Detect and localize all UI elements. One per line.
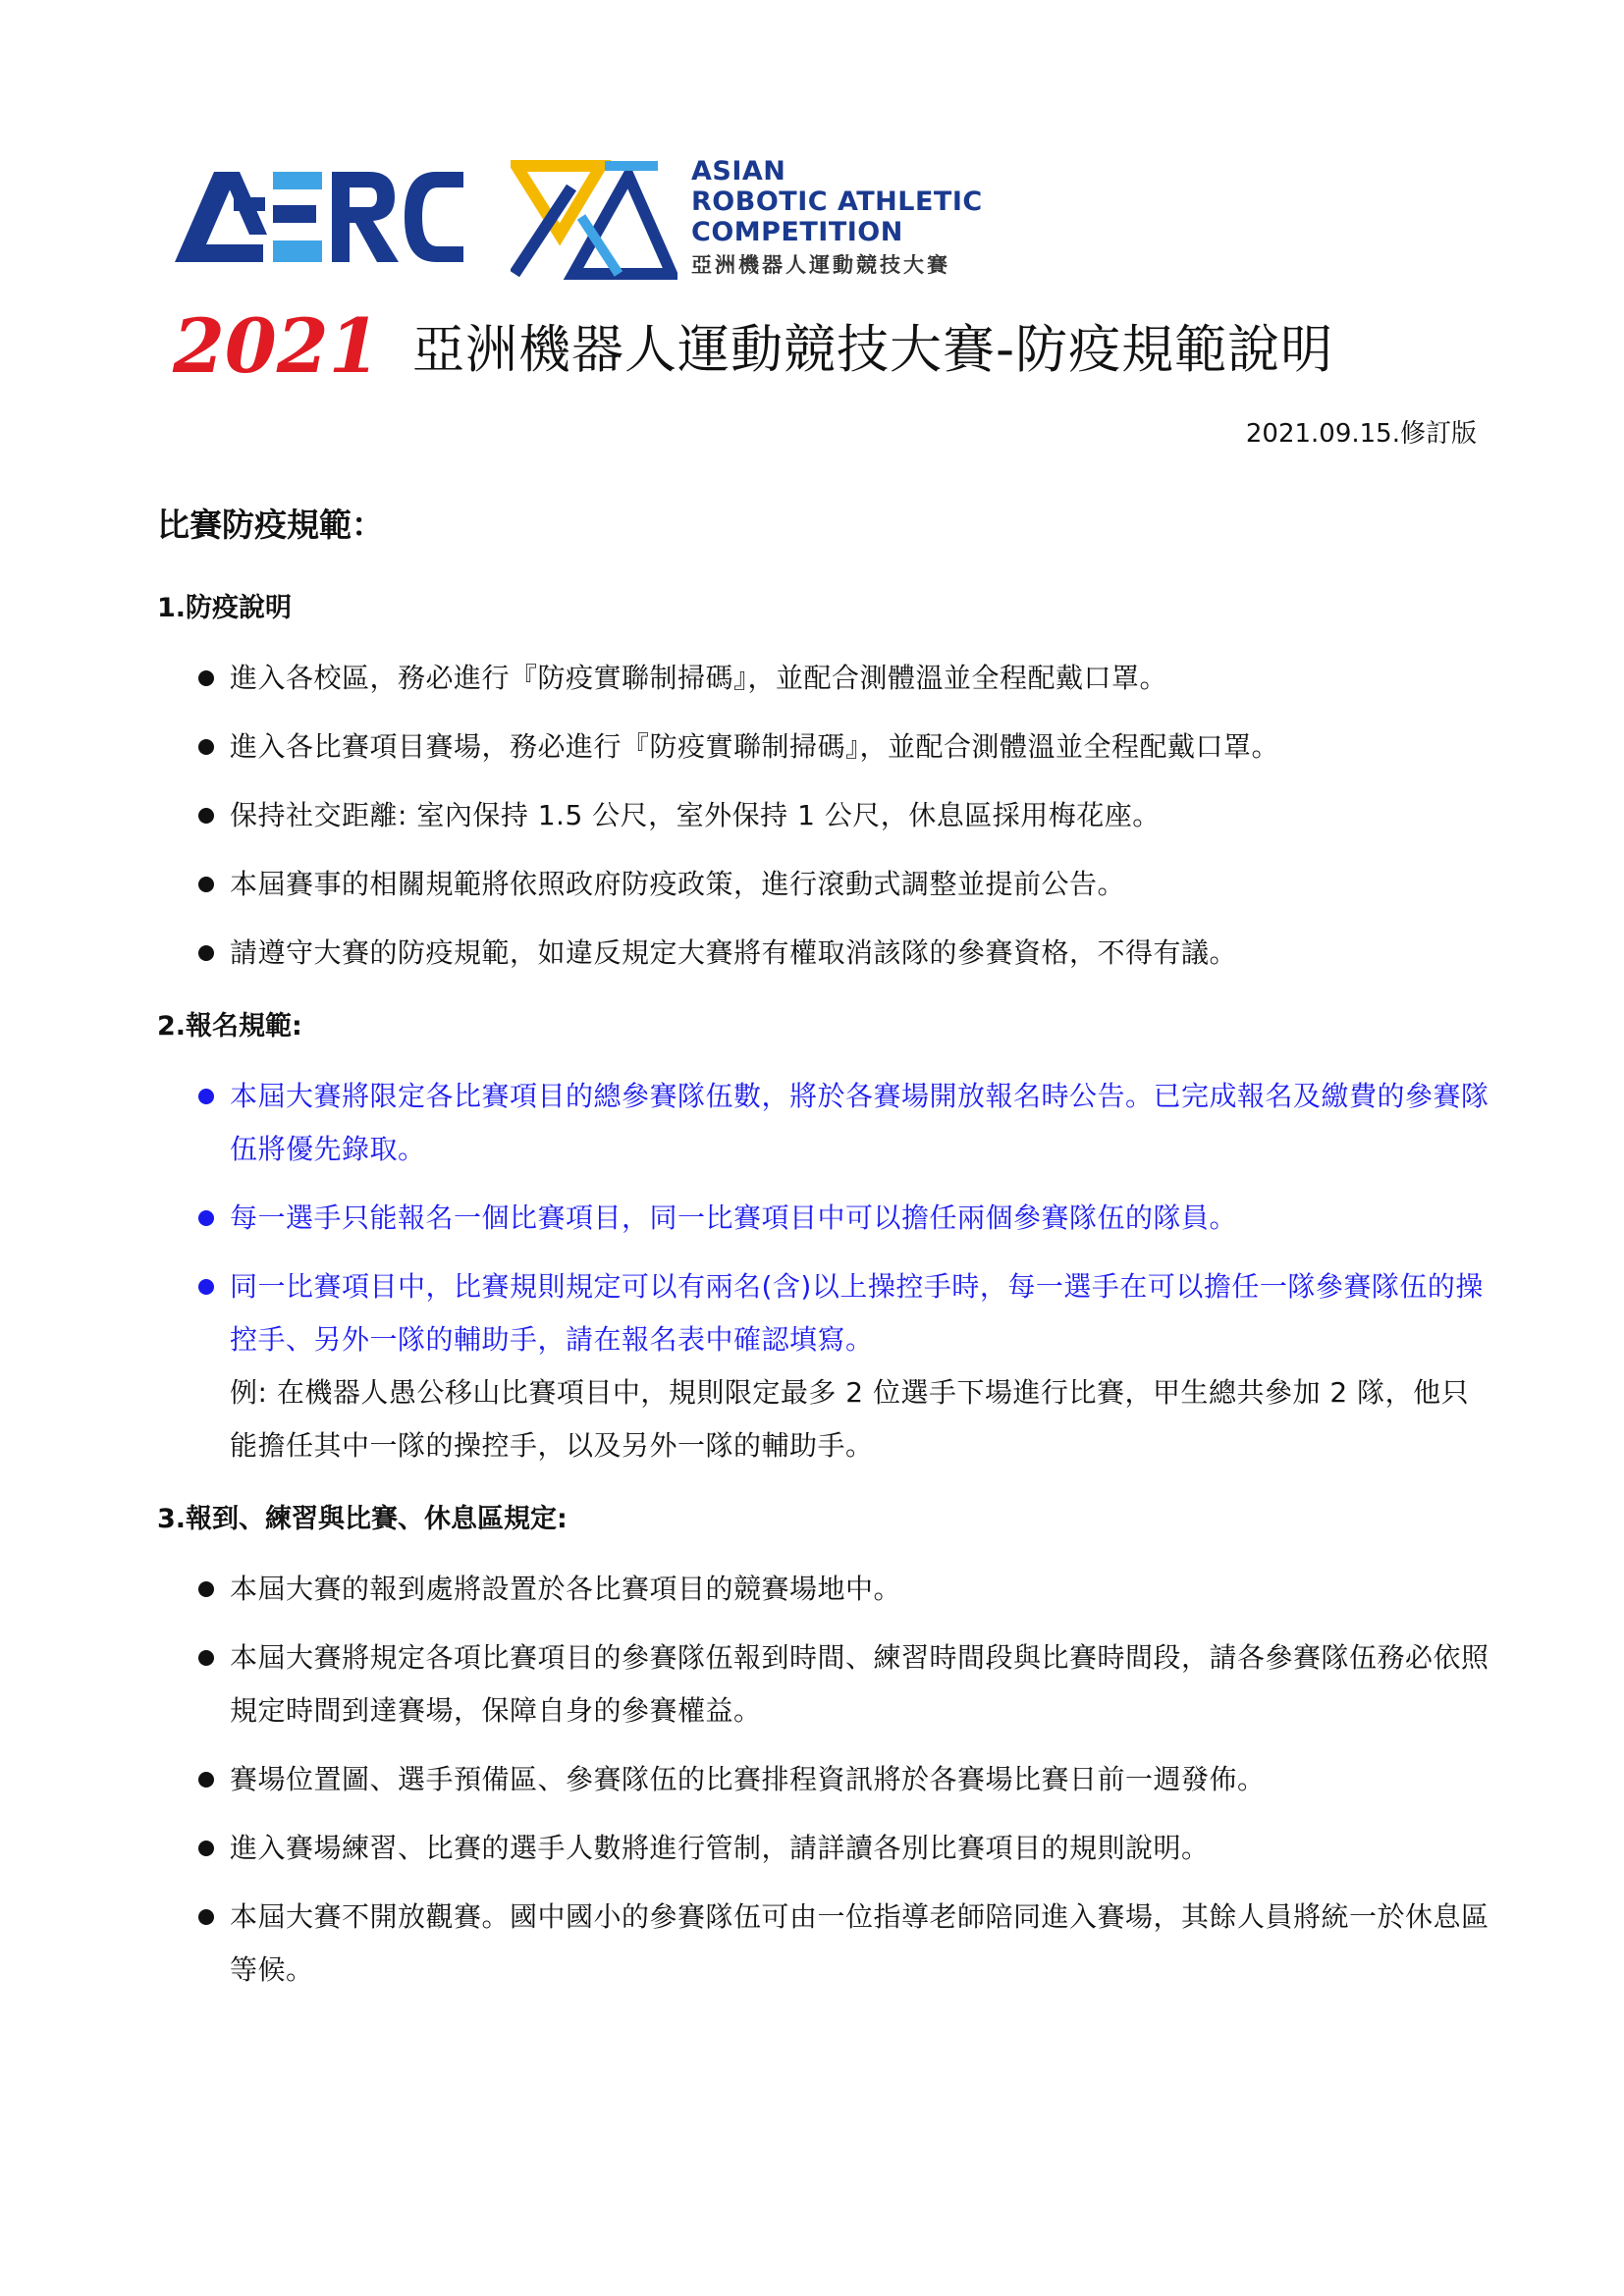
bullet-icon — [198, 1772, 214, 1788]
section-title: 3.報到、練習與比賽、休息區規定: — [157, 1504, 568, 1534]
org-name-line-3: COMPETITION — [691, 217, 903, 247]
bullet-icon — [198, 670, 214, 686]
list-item — [157, 1192, 1492, 1245]
bullet-list — [157, 1070, 1492, 1472]
list-item — [157, 927, 1492, 980]
list-item-text: 進入各比賽項目賽場，務必進行『防疫實聯制掃碼』，並配合測體溫並全程配戴口罩。 — [230, 730, 1280, 763]
list-item-text: 本屆賽事的相關規範將依照政府防疫政策，進行滾動式調整並提前公告。 — [230, 868, 1126, 900]
list-item — [157, 789, 1492, 842]
list-item-text: 本屆大賽不開放觀賽。國中國小的參賽隊伍可由一位指導老師陪同進入賽場，其餘人員將統一於休息區等候。 — [230, 1900, 1489, 1986]
bullet-icon — [198, 808, 214, 824]
list-item — [157, 652, 1492, 705]
document-body — [157, 501, 1492, 2024]
main-heading: 比賽防疫規範： — [157, 506, 384, 544]
document-title — [173, 294, 1469, 402]
list-item-text: 本屆大賽將規定各項比賽項目的參賽隊伍報到時間、練習時間段與比賽時間段，請各參賽隊伍務必依照規定時間到達賽場，保障自身的參賽權益。 — [230, 1641, 1489, 1727]
section-registration — [157, 1007, 1492, 1472]
bullet-icon — [198, 739, 214, 755]
list-item — [157, 1631, 1492, 1737]
organization-name — [691, 156, 983, 280]
section-title: 1.防疫說明 — [157, 593, 293, 623]
list-item — [157, 1563, 1492, 1616]
bullet-icon — [198, 1089, 214, 1104]
list-item-text: 請遵守大賽的防疫規範，如違反規定大賽將有權取消該隊的參賽資格，不得有議。 — [230, 936, 1238, 969]
title-year: 2021 — [173, 302, 381, 390]
bullet-icon — [198, 1909, 214, 1925]
org-name-line-1: ASIAN — [691, 156, 786, 187]
list-item-text: 保持社交距離: 室內保持 1.5 公尺，室外保持 1 公尺，休息區採用梅花座。 — [230, 799, 1161, 831]
section-prevention — [157, 589, 1492, 980]
bullet-icon — [198, 1279, 214, 1295]
list-item-text: 同一比賽項目中，比賽規則規定可以有兩名(含)以上操控手時，每一選手在可以擔任一隊參賽隊伍的操控手、另外一隊的輔助手，請在報名表中確認填寫。 — [230, 1270, 1484, 1356]
example-text: 例: 在機器人愚公移山比賽項目中，規則限定最多 2 位選手下場進行比賽，甲生總共參加 2 隊，他只能擔任其中一隊的操控手，以及另外一隊的輔助手。 — [230, 1376, 1470, 1462]
list-item-text: 本屆大賽將限定各比賽項目的總參賽隊伍數，將於各賽場開放報名時公告。已完成報名及繳費的參賽隊伍將優先錄取。 — [230, 1080, 1489, 1165]
title-text: 亞洲機器人運動競技大賽-防疫規範說明 — [412, 320, 1334, 380]
list-item-text: 本屆大賽的報到處將設置於各比賽項目的競賽場地中。 — [230, 1573, 902, 1605]
list-item — [157, 1753, 1492, 1806]
list-item — [157, 1070, 1492, 1176]
bullet-list — [157, 1563, 1492, 1997]
list-item — [157, 721, 1492, 774]
section-title: 2.報名規範: — [157, 1011, 302, 1041]
document-header — [173, 152, 1253, 280]
bullet-icon — [198, 1650, 214, 1666]
section-checkin-rules — [157, 1500, 1492, 1997]
bullet-icon — [198, 1210, 214, 1226]
arac-logo — [511, 158, 677, 281]
revision-date: 2021.09.15.修訂版 — [1245, 419, 1477, 449]
bullet-icon — [198, 877, 214, 892]
aerc-logo — [173, 164, 467, 272]
bullet-icon — [198, 1581, 214, 1597]
list-item — [157, 1822, 1492, 1875]
list-item — [157, 858, 1492, 911]
bullet-icon — [198, 945, 214, 961]
list-item-text: 每一選手只能報名一個比賽項目，同一比賽項目中可以擔任兩個參賽隊伍的隊員。 — [230, 1201, 1238, 1234]
list-item-text: 進入賽場練習、比賽的選手人數將進行管制，請詳讀各別比賽項目的規則說明。 — [230, 1832, 1210, 1864]
list-item — [157, 1891, 1492, 1997]
org-name-chinese: 亞洲機器人運動競技大賽 — [691, 253, 950, 277]
list-item — [157, 1260, 1492, 1472]
list-item-text: 賽場位置圖、選手預備區、參賽隊伍的比賽排程資訊將於各賽場比賽日前一週發佈。 — [230, 1763, 1266, 1795]
org-name-line-2: ROBOTIC ATHLETIC — [691, 187, 983, 217]
bullet-list — [157, 652, 1492, 980]
bullet-icon — [198, 1841, 214, 1856]
list-item-text: 進入各校區，務必進行『防疫實聯制掃碼』，並配合測體溫並全程配戴口罩。 — [230, 662, 1168, 694]
